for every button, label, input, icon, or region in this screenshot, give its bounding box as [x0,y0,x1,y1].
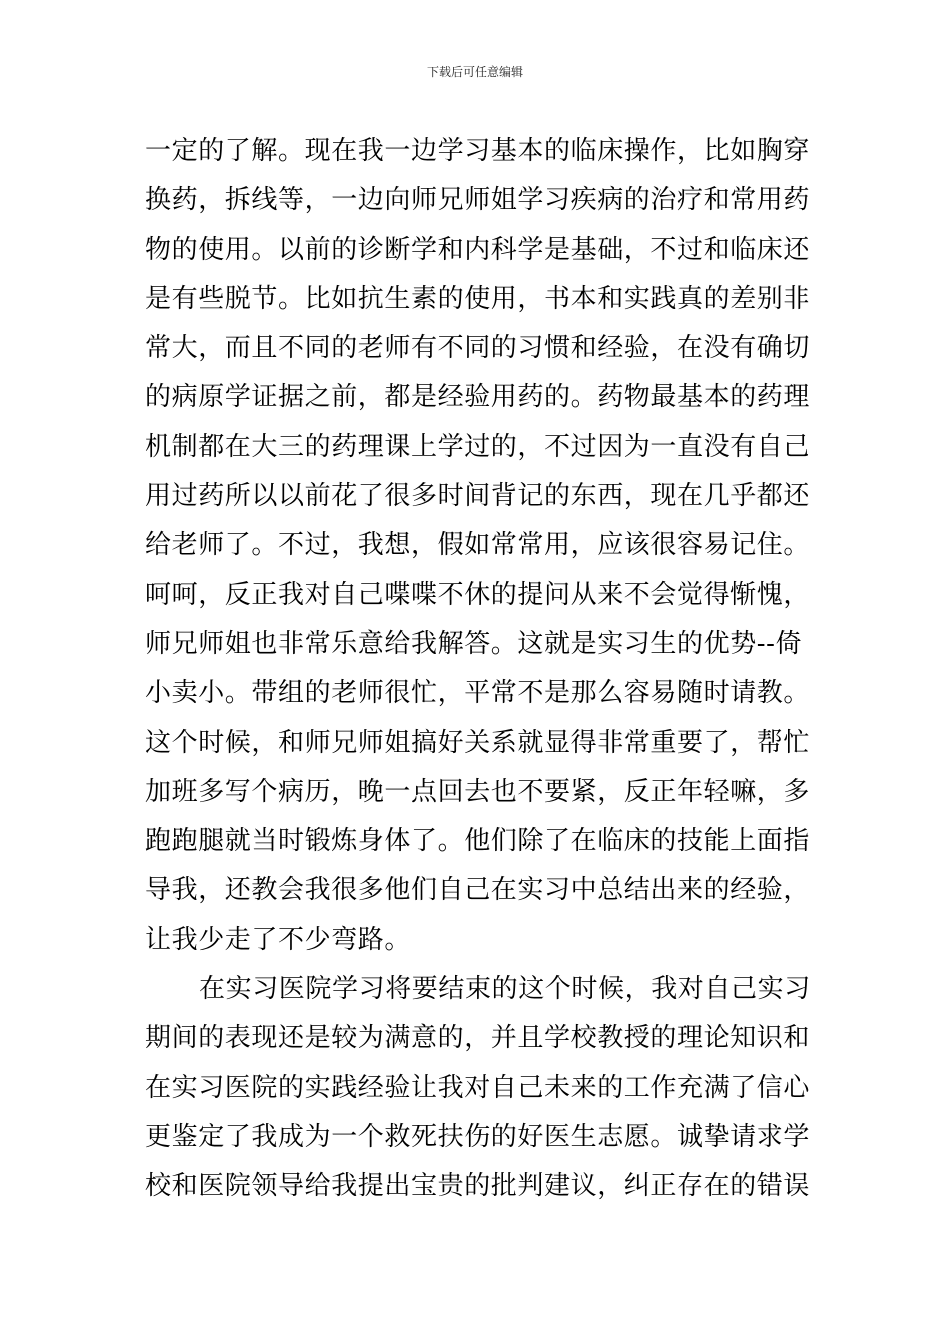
text-line: 物的使用。以前的诊断学和内科学是基础，不过和临床还 [145,234,811,265]
text-line: 是有些脱节。比如抗生素的使用，书本和实践真的差别非 [145,283,811,314]
text-line: 机制都在大三的药理课上学过的，不过因为一直没有自己 [145,431,811,462]
text-line: 换药，拆线等，一边向师兄师姐学习疾病的治疗和常用药 [145,185,811,216]
text-line: 期间的表现还是较为满意的，并且学校教授的理论知识和 [145,1023,811,1054]
text-line: 让我少走了不少弯路。 [145,924,412,955]
text-line: 这个时候，和师兄师姐搞好关系就显得非常重要了，帮忙 [145,727,811,758]
text-line: 呵呵，反正我对自己喋喋不休的提问从来不会觉得惭愧， [145,579,811,610]
body-text [145,127,811,1212]
text-line: 跑跑腿就当时锻炼身体了。他们除了在临床的技能上面指 [145,826,811,857]
paragraph-2 [145,965,811,1211]
text-line: 小卖小。带组的老师很忙，平常不是那么容易随时请教。 [145,678,811,709]
text-line: 一定的了解。现在我一边学习基本的临床操作，比如胸穿 [145,136,811,166]
text-line: 在实习医院的实践经验让我对自己未来的工作充满了信心 [145,1072,811,1103]
text-line: 更鉴定了我成为一个救死扶伤的好医生志愿。诚挚请求学 [145,1121,811,1152]
page-header: 下载后可任意编辑 [426,65,523,79]
text-line: 的病原学证据之前，都是经验用药的。药物最基本的药理 [145,382,811,413]
text-line-indented: 在实习医院学习将要结束的这个时候，我对自己实习 [199,974,811,1005]
text-line: 导我，还教会我很多他们自己在实习中总结出来的经验， [145,875,811,906]
text-line: 师兄师姐也非常乐意给我解答。这就是实习生的优势--倚 [145,628,803,659]
text-line: 校和医院领导给我提出宝贵的批判建议，纠正存在的错误 [145,1171,811,1202]
paragraph-1 [145,127,811,965]
text-line: 用过药所以以前花了很多时间背记的东西，现在几乎都还 [145,481,811,512]
text-line: 加班多写个病历，晚一点回去也不要紧，反正年轻嘛，多 [145,776,811,807]
text-line: 给老师了。不过，我想，假如常常用，应该很容易记住。 [145,530,811,561]
text-line: 常大，而且不同的老师有不同的习惯和经验，在没有确切 [145,333,811,364]
